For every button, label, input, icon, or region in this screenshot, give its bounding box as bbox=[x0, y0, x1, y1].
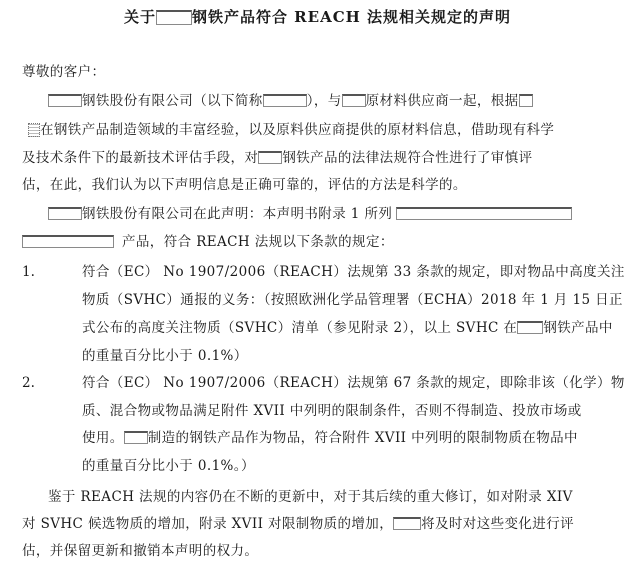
redacted-company-box bbox=[156, 10, 192, 25]
p3-text-b: 将及时对这些变化进行评 bbox=[421, 516, 574, 532]
p1-text-d: 及技术条件下的最新技术评估手段，对 bbox=[22, 150, 259, 166]
item-2-text-a: 使用。 bbox=[82, 430, 124, 446]
p3-line-1: 鉴于 REACH 法规的内容仍在不断的更新中，对于其后续的重大修订，如对附录 XIV bbox=[48, 489, 573, 505]
item-1-text-a: 式公布的高度关注物质（SVHC）清单（参见附录 2），以上 SVHC 在 bbox=[82, 320, 518, 336]
p1-line-3 bbox=[22, 148, 533, 168]
redacted-product-box bbox=[396, 207, 572, 220]
redacted-company-box bbox=[517, 321, 543, 334]
item-1-text-b: 钢铁产品中 bbox=[543, 320, 613, 336]
item-2-line-4: 的重量百分比小于 0.1%。） bbox=[82, 458, 255, 474]
p2-text-b: 产品，符合 REACH 法规以下条款的规定： bbox=[122, 234, 394, 250]
document-title bbox=[0, 6, 635, 27]
p1-line-1 bbox=[48, 91, 533, 111]
redacted-company-box bbox=[342, 94, 366, 107]
p2-line-1 bbox=[48, 204, 572, 224]
item-1-number: 1. bbox=[22, 264, 35, 280]
redacted-company-box bbox=[48, 94, 82, 107]
item-2-text-b: 制造的钢铁产品作为物品，符合附件 XVII 中列明的限制物质在物品中 bbox=[147, 430, 578, 446]
p1-text-a: 钢铁股份有限公司（以下简称 bbox=[82, 93, 263, 109]
p3-text-a: 对 SVHC 候选物质的增加，附录 XVII 对限制物质的增加， bbox=[22, 516, 394, 532]
redacted-product-box bbox=[22, 235, 114, 248]
p1-text-c: 原材料供应商一起，根据 bbox=[365, 93, 519, 109]
title-prefix: 关于 bbox=[123, 8, 156, 26]
p2-text-a: 钢铁股份有限公司在此声明：本声明书附录 1 所列 bbox=[82, 206, 393, 222]
redacted-company-box bbox=[393, 517, 421, 530]
item-1-line-1: 符合（EC） No 1907/2006（REACH）法规第 33 条款的规定，即对物品中高度关注 bbox=[82, 264, 625, 280]
p3-line-3: 估，并保留更新和撤销本声明的权力。 bbox=[22, 543, 259, 559]
redacted-company-box bbox=[519, 94, 533, 107]
item-1-line-2: 物质（SVHC）通报的义务：（按照欧洲化学品管理署（ECHA）2018 年 1 月 15 日正 bbox=[82, 292, 623, 308]
salutation: 尊敬的客户： bbox=[22, 64, 106, 80]
item-1-line-4: 的重量百分比小于 0.1%） bbox=[82, 348, 248, 364]
redacted-marker bbox=[28, 123, 40, 137]
redacted-company-box bbox=[48, 207, 82, 220]
item-2-line-3 bbox=[82, 428, 578, 448]
p1-line-4: 估，在此，我们认为以下声明信息是正确可靠的，评估的方法是科学的。 bbox=[22, 177, 467, 193]
title-suffix: 钢铁产品符合 REACH 法规相关规定的声明 bbox=[191, 8, 512, 26]
item-2-line-1: 符合（EC） No 1907/2006（REACH）法规第 67 条款的规定，即除非该（化学）物 bbox=[82, 375, 625, 391]
item-2-line-2: 质、混合物或物品满足附件 XVII 中列明的限制条件，否则不得制造、投放市场或 bbox=[82, 403, 582, 419]
redacted-abbrev-box bbox=[263, 94, 307, 107]
p1-text-b: ），与 bbox=[306, 93, 342, 109]
redacted-company-box bbox=[258, 151, 282, 164]
item-2-number: 2. bbox=[22, 375, 35, 391]
p3-line-2 bbox=[22, 514, 574, 534]
redacted-company-box bbox=[124, 431, 148, 444]
p1-line-2: 在钢铁产品制造领域的丰富经验，以及原料供应商提供的原材料信息，借助现有科学 bbox=[40, 122, 555, 138]
p1-text-e: 钢铁产品的法律法规符合性进行了审慎评 bbox=[282, 150, 533, 166]
p2-line-2 bbox=[22, 232, 394, 252]
item-1-line-3 bbox=[82, 318, 613, 338]
